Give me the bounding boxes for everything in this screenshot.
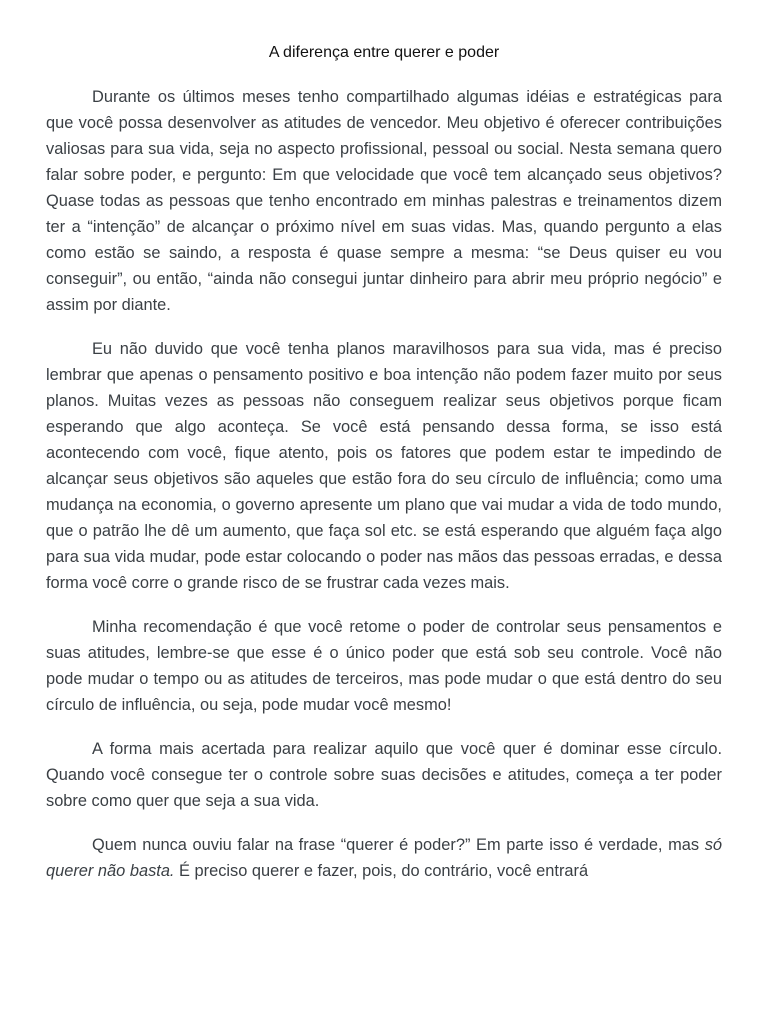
paragraph-5-text-start: Quem nunca ouviu falar na frase “querer é poder?” Em parte isso é verdade, mas	[92, 836, 705, 854]
document-body	[46, 84, 722, 902]
paragraph-4: A forma mais acertada para realizar aquilo que você quer é dominar esse círculo. Quando você consegue ter o controle sobre suas decisões e atitudes, começa a ter poder sobre como quer que seja a sua vida.	[46, 740, 722, 810]
document-title: A diferença entre querer e poder	[268, 44, 500, 61]
paragraph-3: Minha recomendação é que você retome o poder de controlar seus pensamentos e suas atitudes, lembre-se que esse é o único poder que está sob seu controle. Você não pode mudar o tempo ou as atitudes de terceiros, mas pode mudar o que está dentro do seu círculo de influência, ou seja, pode mudar você mesmo!	[46, 618, 722, 714]
paragraph-5-text-end: É preciso querer e fazer, pois, do contrário, você entrará	[174, 862, 589, 880]
paragraph-1: Durante os últimos meses tenho compartilhado algumas idéias e estratégicas para que você possa desenvolver as atitudes de vencedor. Meu objetivo é oferecer contribuições valiosas para sua vida, seja no aspecto profissional, pessoal ou social. Nesta semana quero falar sobre poder, e pergunto: Em que velocidade que você tem alcançado seus objetivos? Quase todas as pessoas que tenho encontrado em minhas palestras e treinamentos dizem ter a “intenção” de alcançar o próximo nível em suas vidas. Mas, quando pergunto a elas como estão se saindo, a resposta é quase sempre a mesma: “se Deus quiser eu vou conseguir”, ou então, “ainda não consegui juntar dinheiro para abrir meu próprio negócio” e assim por diante.	[46, 88, 722, 314]
paragraph-2: Eu não duvido que você tenha planos maravilhosos para sua vida, mas é preciso lembrar que apenas o pensamento positivo e boa intenção não podem fazer muito por seus planos. Muitas vezes as pessoas não conseguem realizar seus objetivos porque ficam esperando que algo aconteça. Se você está pensando dessa forma, se isso está acontecendo com você, fique atento, pois os fatores que podem estar te impedindo de alcançar seus objetivos são aqueles que estão fora do seu círculo de influência; como uma mudança na economia, o governo apresente um plano que vai mudar a vida de todo mundo, que o patrão lhe dê um aumento, que faça sol etc. se está esperando que alguém faça algo para sua vida mudar, pode estar colocando o poder nas mãos das pessoas erradas, e dessa forma você corre o grande risco de se frustrar cada vezes mais.	[46, 340, 722, 592]
paragraph-5-emphasis: só querer não basta.	[46, 836, 722, 880]
paragraph-5	[46, 832, 722, 884]
